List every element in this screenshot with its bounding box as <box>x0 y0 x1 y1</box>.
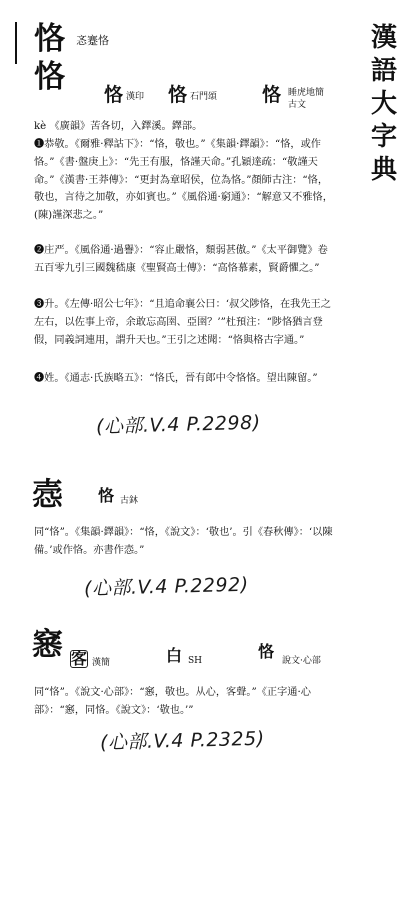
ancient-form-glyph: 恪 <box>104 84 124 106</box>
ancient-form-glyph: 恪 <box>168 84 188 106</box>
book-title <box>366 22 402 187</box>
margin-rule <box>15 22 17 64</box>
head-char: 悫 <box>32 477 63 513</box>
ancient-form-label: 石門頌 <box>190 92 218 102</box>
definition: 同“恪”。《說文·心部》：“窸，敬也。从心，客聲。”《正字通·心部》：“窸，同恪。《說文》：‘敬也。’” <box>34 687 311 716</box>
ancient-form-label: 睡虎地簡 <box>288 88 325 98</box>
ancient-form-label: 漢印 <box>126 92 145 102</box>
ancient-form-label: 說文·心部 <box>282 656 321 666</box>
book-title-char: 典 <box>370 155 397 185</box>
ancient-form-label: SH <box>188 656 203 666</box>
ancient-form-glyph: 恪 <box>98 486 115 505</box>
handwritten-reference: (心部.V.4 P.2292) <box>83 573 249 600</box>
ancient-form-label: 漢簡 <box>92 658 111 668</box>
sense-2: ❷庄严。《風俗通·過譽》：“容止嚴恪，頹弱甚傲。”《太平御覽》卷五百零九引三國魏嵇康《聖賢高士傳》：“高恪慕素，賢爵懼之。” <box>34 245 328 274</box>
book-title-char: 字 <box>370 122 397 152</box>
book-title-char: 漢 <box>370 23 397 53</box>
definition: 同“恪”。《集韻·鐸韻》：“恪，《說文》：‘敬也’。引《春秋傳》：‘以陳備。’或作恪。亦書作悫。” <box>34 527 333 556</box>
book-title-char: 大 <box>370 89 397 119</box>
ancient-form-glyph: 客 <box>71 649 88 668</box>
head-variant-note: 忞蹇恪 <box>76 34 109 47</box>
head-char: 窸 <box>32 627 63 663</box>
ancient-form-label: 古文 <box>288 100 307 110</box>
head-char-variant: 恪 <box>34 59 65 95</box>
sense-3: ❸升。《左傳·昭公七年》：“且追命襄公曰：‘叔父陟恪，在我先王之左右，以佐事上帝，余敢忘高圉、亞圉？’”杜預注：“陟恪猶言登假，同義詞連用，謂升天也。”王引之述聞：“恪與格古字通。” <box>34 299 331 346</box>
sense-4: ❹姓。《通志·氏族略五》：“恪氏，晉有郎中令恪恪。望出陳留。” <box>34 373 318 384</box>
handwritten-reference: (心部.V.4 P.2298) <box>95 411 261 438</box>
head-char: 恪 <box>34 21 65 57</box>
handwritten-reference: (心部.V.4 P.2325) <box>99 727 265 754</box>
book-title-char: 語 <box>370 56 397 86</box>
sense-1: ❶恭敬。《爾雅·釋詁下》：“恪，敬也。”《集韻·鐸韻》：“恪，或作恪。”《書·盤庚上》：“先王有服，恪謹天命。”孔穎達疏：“敬謹天命。”《漢書·王莽傳》：“更封為章昭侯，位為恪。”顏師古注：“恪，敬也，言待之加敬，亦如賓也。”《風俗通·窮通》：“解意又不雅恪，(陳)謹深悲之。” <box>34 139 333 222</box>
ancient-form-label: 古鈢 <box>120 496 139 506</box>
ancient-form-glyph: 恪 <box>258 642 275 661</box>
pronunciation: kè 《廣韻》苦各切，入鐸溪。鐸部。 <box>34 121 203 132</box>
ancient-form-glyph: 白 <box>166 646 183 665</box>
ancient-form-glyph: 恪 <box>262 84 282 106</box>
